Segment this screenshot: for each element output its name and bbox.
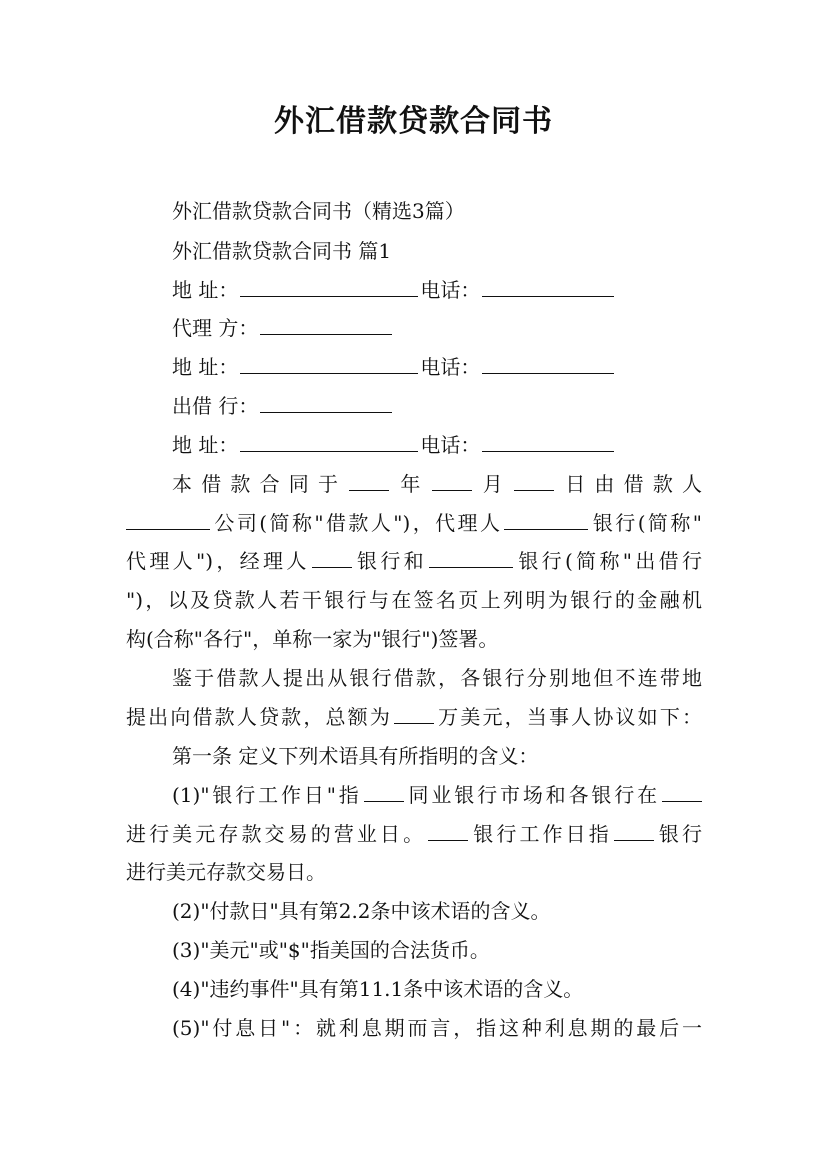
date-blank: [514, 470, 554, 491]
date-blank: [432, 470, 472, 491]
name-blank: [312, 547, 352, 568]
amount-blank: [394, 703, 434, 724]
address-blank: [240, 431, 418, 452]
agent-blank: [260, 314, 392, 335]
address-line-3: [172, 429, 616, 461]
paragraph-1-line-3: [126, 545, 702, 577]
location-blank: [364, 781, 404, 802]
paragraph-text: 月: [473, 472, 513, 496]
paragraph-text: 日由借款人: [556, 472, 703, 496]
paragraph-text: 提出向借款人贷款，总额为: [126, 705, 392, 729]
paragraph-text: 进行美元存款交易的营业日。: [126, 822, 427, 846]
address-blank: [240, 353, 418, 374]
paragraph-text: 银行: [655, 822, 703, 846]
definition-5: (5)"付息日"：就利息期而言，指这种利息期的最后一: [172, 1016, 702, 1040]
subtitle-line: 外汇借款贷款合同书（精选3篇）: [172, 199, 465, 223]
address-line-1: [172, 274, 616, 306]
definition-1-line-2: [126, 818, 702, 850]
name-blank: [504, 509, 588, 530]
definition-2: (2)"付款日"具有第2.2条中该术语的含义。: [172, 899, 551, 923]
paragraph-text: 银行工作日指: [470, 822, 612, 846]
paragraph-text: (1)"银行工作日"指: [172, 783, 362, 807]
definition-3: (3)"美元"或"$"指美国的合法货币。: [172, 938, 490, 962]
lender-line: [172, 390, 394, 422]
phone-blank: [482, 431, 614, 452]
agent-line: [172, 312, 394, 344]
paragraph-text: 年: [391, 472, 430, 496]
phone-blank: [482, 276, 614, 297]
paragraph-1-line-4: ")，以及贷款人若干银行与在签名页上列明为银行的金融机: [126, 588, 702, 612]
location-blank: [428, 820, 468, 841]
address-line-2: [172, 351, 616, 383]
agent-label: 代理 方：: [172, 316, 259, 340]
address-label: 地 址：: [172, 278, 239, 302]
address-label: 地 址：: [172, 355, 239, 379]
lender-blank: [260, 392, 392, 413]
paragraph-text: 同业银行市场和各银行在: [405, 783, 660, 807]
phone-blank: [482, 353, 614, 374]
phone-label: 电话：: [420, 278, 481, 302]
address-blank: [240, 276, 418, 297]
definition-4: (4)"违约事件"具有第11.1条中该术语的含义。: [172, 977, 584, 1001]
name-blank: [126, 509, 210, 530]
lender-label: 出借 行：: [172, 394, 259, 418]
definition-1-line-3: 进行美元存款交易日。: [126, 860, 326, 884]
paragraph-2-line-2: [126, 701, 702, 733]
date-blank: [349, 470, 389, 491]
name-blank: [429, 547, 513, 568]
phone-label: 电话：: [420, 355, 481, 379]
document-title: 外汇借款贷款合同书: [274, 104, 553, 139]
paragraph-text: 银行和: [353, 549, 427, 573]
definition-1-line-1: [172, 779, 702, 811]
paragraph-text: 本借款合同于: [172, 472, 348, 496]
paragraph-text: 公司(简称"借款人")，代理人: [212, 511, 503, 535]
address-label: 地 址：: [172, 433, 239, 457]
paragraph-text: 银行(简称": [590, 511, 702, 535]
location-blank: [662, 781, 702, 802]
paragraph-1-line-5: 构(合称"各行"，单称一家为"银行")签署。: [126, 627, 499, 651]
section-heading: 外汇借款贷款合同书 篇1: [172, 239, 392, 263]
article-1-heading: 第一条 定义下列术语具有所指明的含义：: [172, 744, 539, 768]
paragraph-text: 银行(简称"出借行: [515, 549, 702, 573]
paragraph-1-line-1: [172, 468, 702, 500]
location-blank: [614, 820, 654, 841]
phone-label: 电话：: [420, 433, 481, 457]
paragraph-text: 万美元，当事人协议如下：: [436, 705, 702, 729]
paragraph-1-line-2: [126, 507, 702, 539]
paragraph-text: 代理人")，经理人: [126, 549, 310, 573]
paragraph-2-line-1: 鉴于借款人提出从银行借款，各银行分别地但不连带地: [172, 666, 702, 690]
